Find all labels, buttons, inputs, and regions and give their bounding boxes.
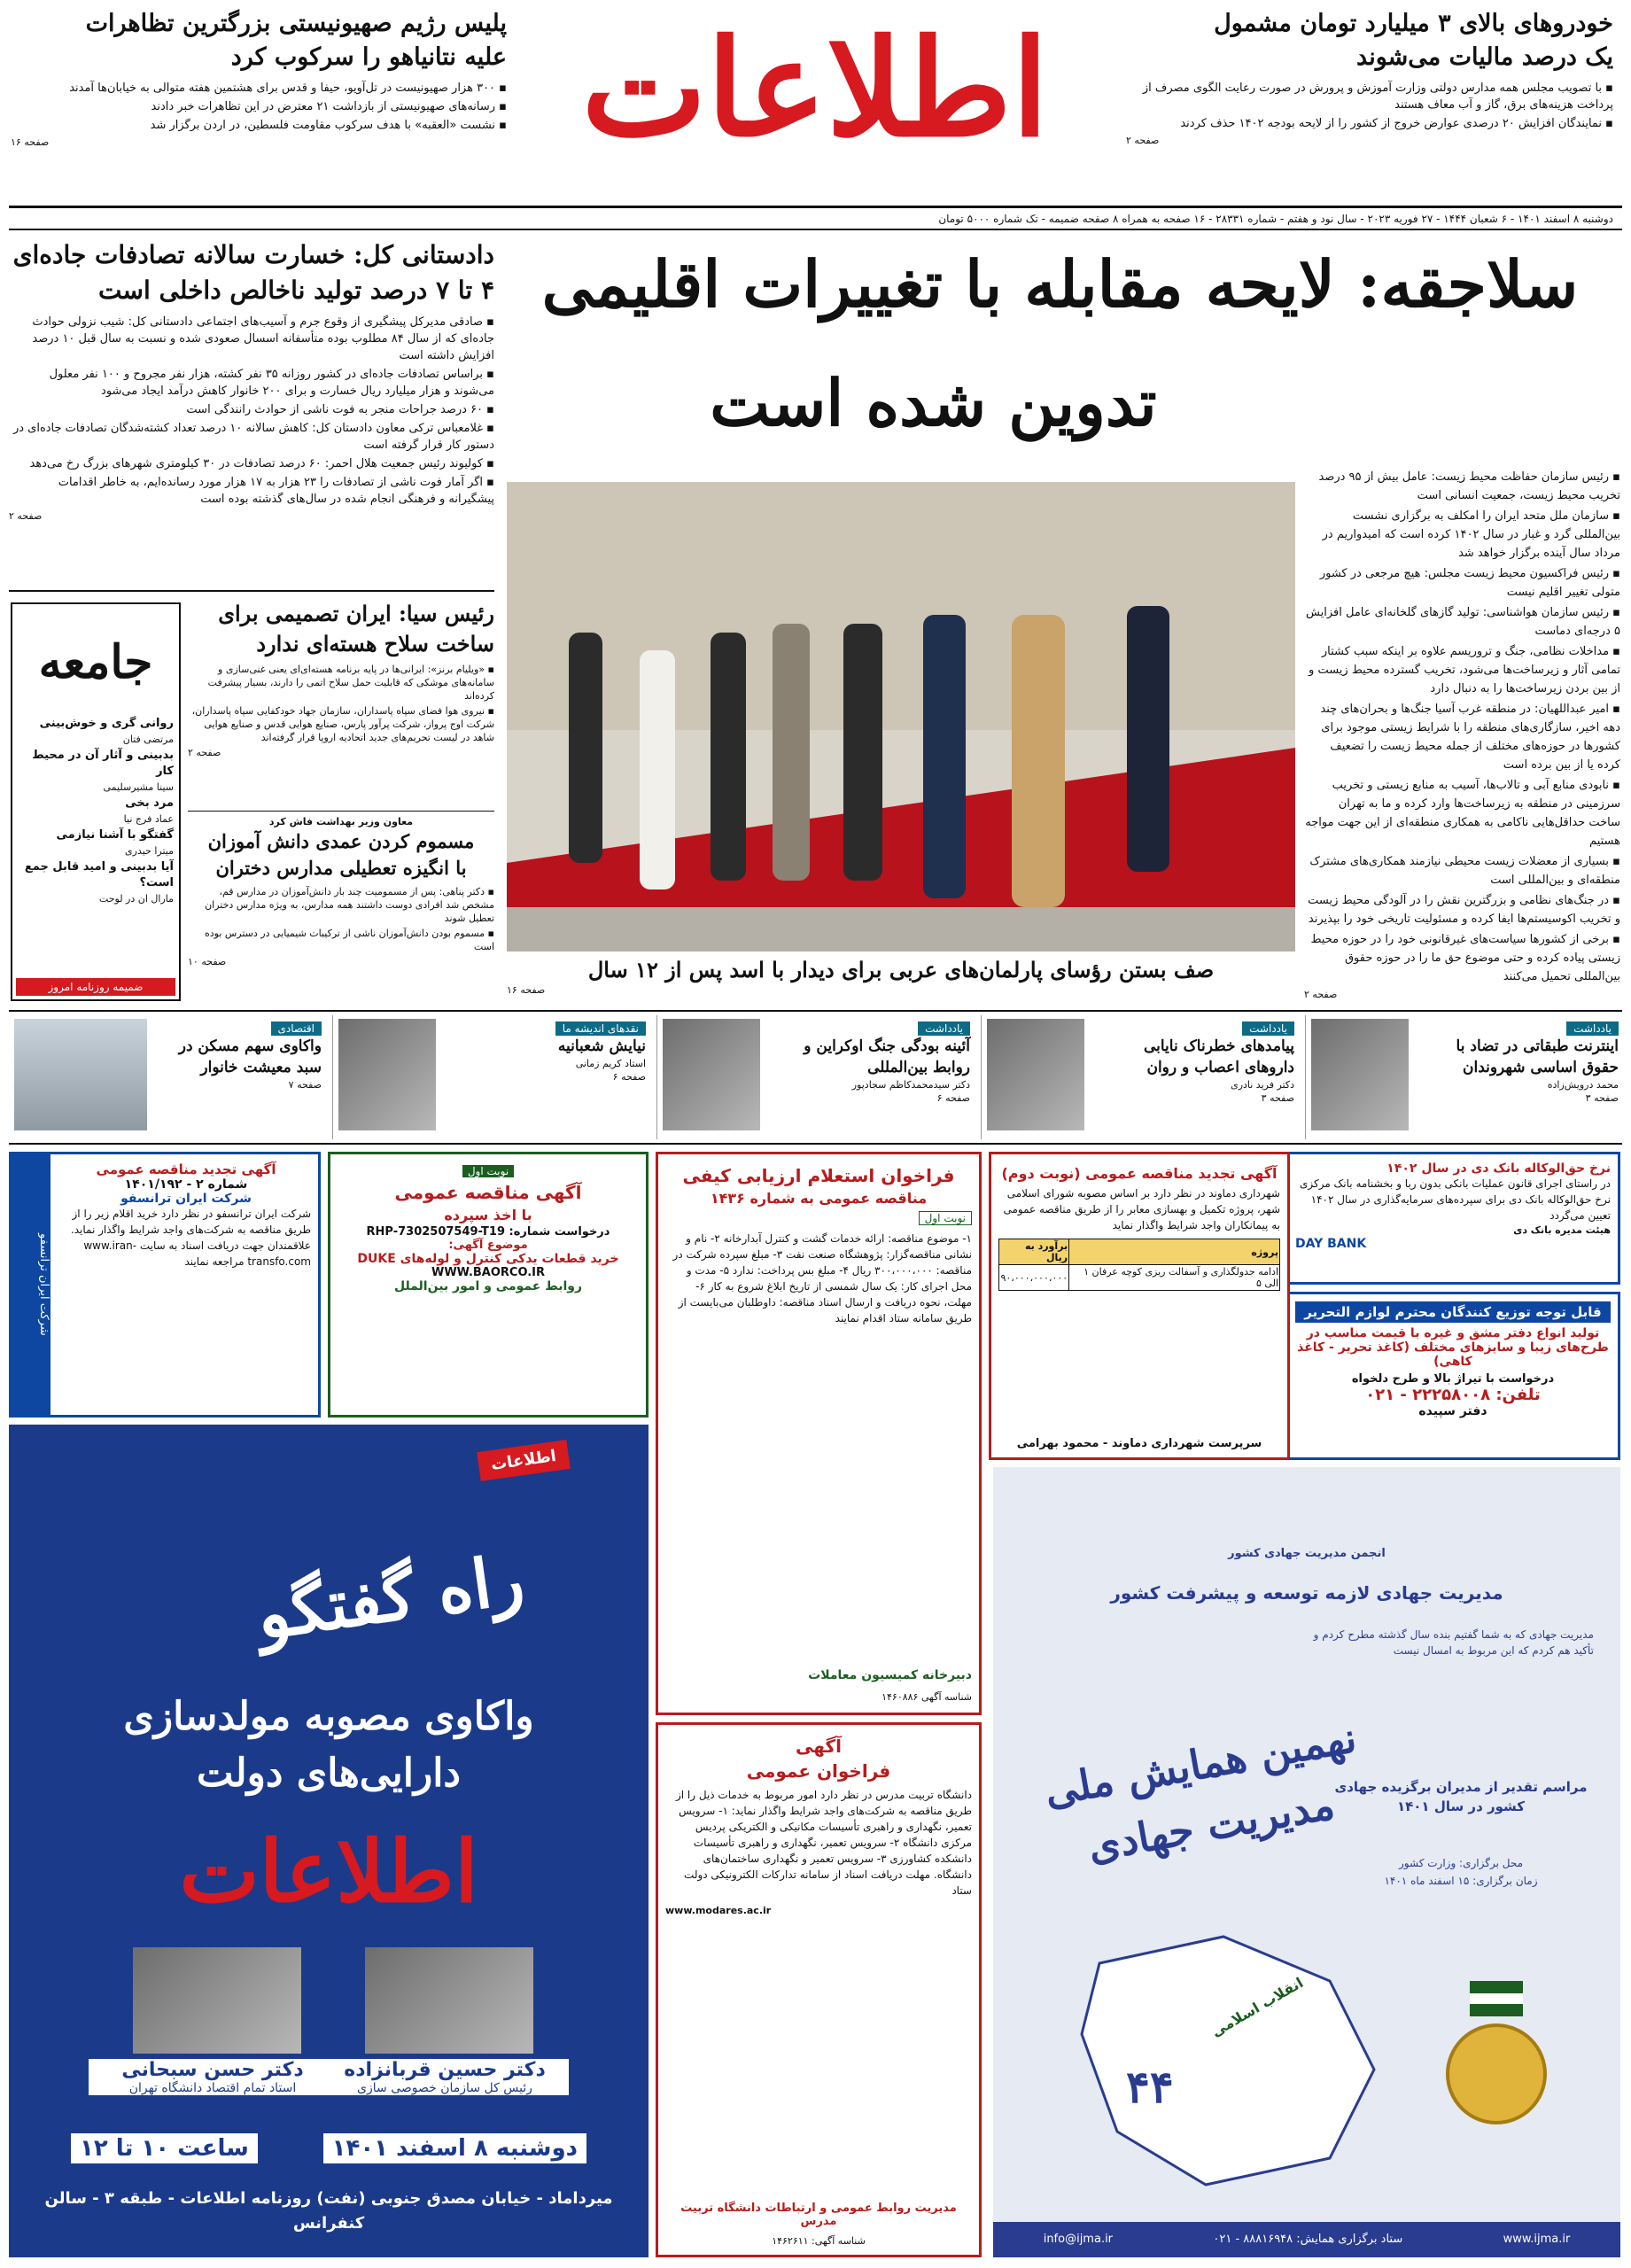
ad-badge: نوبت اول <box>919 1211 972 1225</box>
story-kicker: معاون وزیر بهداشت فاش کرد <box>268 816 414 827</box>
speaker1-photo <box>365 1947 533 2054</box>
story-headline-1: رئیس سیا: ایران تصمیمی برای <box>218 601 494 626</box>
damavand-tender-ad <box>989 1152 1290 1460</box>
list-item: ▪ صادقی مدیرکل پیشگیری از وقوع جرم و آسیب‌های اجتماعی دادستانی کل: شیب نزولی حوادث جاده‌ای که از سال ۸۴ مطلوب بوده متأسفانه اسسال صعودی شده و نسبت به سال قبل ۱۰ درصد افزایش داشته است <box>9 314 494 364</box>
masthead-right-story <box>1126 7 1613 202</box>
page-ref: صفحه ۷ <box>288 1079 322 1091</box>
lead-headline-2: تدوین شده است <box>710 365 1157 440</box>
page-ref: صفحه ۲ <box>1126 135 1160 146</box>
teaser-kicker: یادداشت <box>1566 1021 1619 1036</box>
iran-map-icon <box>1064 1928 1401 2194</box>
ad-site: www.modares.ac.ir <box>665 1905 772 1916</box>
teaser-title: واکاوی سهم مسکن در سبد معیشت خانوار <box>178 1037 322 1076</box>
list-item: ▪ «ویلیام برنز»: ایرانی‌ها در پایه برنامه هسته‌ای‌ای یعنی غنی‌سازی و سامانه‌های موشکی که قابلیت حمل سلاح اتمی را دارند، بسیار پیشرفت کرده‌اند <box>188 663 494 703</box>
side-label: شرکت ایران ترانسفو <box>37 1233 50 1336</box>
author-photo <box>987 1019 1084 1130</box>
masthead-right-headline-2: یک درصد مالیات می‌شوند <box>1356 43 1613 71</box>
poster-topic-1: واکاوی مصوبه مولدسازی <box>123 1694 534 1739</box>
ad-sub: فراخوان عمومی <box>746 1760 891 1782</box>
list-item: ▪ نابودی منابع آبی و تالاب‌ها، آسیب به منابع زیستی و تخریب سرزمینی در منطقه به زیرساخت‌ها وارد کرده و ما به تهران ساخت حداقل‌هایی ناکامی به همکاری منطقه‌ای از این جهت مواجه هستیم <box>1304 776 1620 850</box>
ad-sub: مناقصه عمومی به شماره ۱۴۳۶ <box>710 1190 928 1207</box>
ad-title: آگهی تجدید مناقصه عمومی <box>96 1161 276 1177</box>
lead-bullets <box>1304 468 1620 986</box>
jameh-logo: جامعه <box>38 635 153 689</box>
divider <box>9 206 1622 208</box>
table-header: برآورد به ریال <box>999 1239 1069 1265</box>
poisoning-story <box>188 815 494 1003</box>
list-item: ▪ رسانه‌های صهیونیستی از بازداشت ۲۱ معترض در این تظاهرات خبر دادند <box>11 98 507 115</box>
ad-sub: با اخذ سپرده <box>444 1207 532 1223</box>
cia-story <box>188 599 494 812</box>
list-item: ▪ مداخلات نظامی، جنگ و تروریسم علاوه بر اینکه سبب کشتار تمامی آثار و زیرساخت‌ها می‌شود، تخریب گسترده محیط زیست و از بین بردن زیرساخت‌ها را به دنبال دارد <box>1304 642 1620 698</box>
list-item: ▪ اگر آمار فوت ناشی از تصادفات را ۲۳ هزار به ۱۷ هزار مورد رسانده‌ایم، به خاطر اقدامات پیشگیرانه و فرهنگی انجام شده در سال‌های گذشته بوده است <box>9 474 494 508</box>
modares-tender-ad <box>656 1722 982 2257</box>
ad-sign: مدیریت روابط عمومی و ارتباطات دانشگاه تربیت مدرس <box>680 2202 957 2228</box>
bank-logo: DAY BANK <box>1295 1237 1367 1251</box>
author-photo <box>663 1019 760 1130</box>
poster-brand: راه گفتگو <box>252 1539 529 1655</box>
speaker1 <box>321 2059 569 2095</box>
list-item: ▪ رئیس فراکسیون محیط زیست مجلس: هیچ مرجعی در کشور متولی تغییر اقلیم نیست <box>1304 564 1620 602</box>
page-ref: صفحه ۶ <box>612 1071 646 1083</box>
ad-title: آگهی مناقصه عمومی <box>394 1182 582 1203</box>
list-item: ▪ غلامعباس ترکی معاون دادستان کل: کاهش سالانه ۱۰ درصد تعداد کشته‌شدگان تصادفات جاده‌ای در دستور کار قرار گرفته است <box>9 420 494 454</box>
conference-quote: مدیریت جهادی که به شما گفتیم بنده سال گذشته مطرح کردم و تأکید هم کردم که این مربوط به امسال نیست <box>1313 1628 1594 1657</box>
conference-ceremony: مراسم تقدیر از مدیران برگزیده جهادی کشور در سال ۱۴۰۱ <box>1334 1779 1588 1814</box>
list-item: ▪ نشست «العقبه» با هدف سرکوب مقاومت فلسطین، در اردن برگزار شد <box>11 117 507 134</box>
masthead-left-bullets <box>11 80 507 134</box>
masthead-left-headline-2: علیه نتانیاهو را سرکوب کرد <box>230 43 507 71</box>
speaker-name: دکتر حسین قربانزاده <box>344 2059 546 2081</box>
masthead-left-story <box>11 7 507 202</box>
poster-time: ساعت ۱۰ تا ۱۲ <box>71 2133 258 2163</box>
list-item: ▪ رئیس سازمان هواشناسی: تولید گازهای گلخانه‌ای عامل افزایش ۵ درجه‌ای دماست <box>1304 603 1620 641</box>
teaser-title: اینترنت طبقاتی در تضاد با حقوق اساسی شهروندان <box>1456 1037 1619 1076</box>
divider <box>9 229 1622 230</box>
ad-title: نرخ حق‌الوکاله بانک دی در سال ۱۴۰۲ <box>1386 1161 1611 1176</box>
conference-org: انجمن مدیریت جهادی کشور <box>1228 1547 1386 1560</box>
ad-body: شهرداری دماوند در نظر دارد بر اساس مصوبه شورای اسلامی شهر، پروژه تکمیل و بهسازی معابر را از طریق مناقصه عمومی به پیمانکاران واجد شرایط واگذار نماید <box>1003 1187 1280 1231</box>
jameh-supplement-box <box>11 602 181 1001</box>
page-ref: صفحه ۳ <box>1585 1092 1619 1104</box>
ad-sub: درخواست با تیراژ بالا و طرح دلخواه <box>1351 1372 1555 1386</box>
tender-table <box>998 1239 1280 1291</box>
list-item: ▪ ۶۰ درصد جراحات منجر به فوت ناشی از حوادث رانندگی است <box>9 401 494 418</box>
stationery-ad <box>1285 1292 1620 1460</box>
ad-request: درخواست شماره: RHP-7302507549-T19 <box>366 1225 610 1239</box>
page-ref: صفحه ۶ <box>936 1092 970 1104</box>
ad-number: شماره ۲ - ۱۴۰۱/۱۹۲ <box>124 1177 248 1192</box>
ad-title: فراخوان استعلام ارزیابی کیفی <box>682 1165 955 1186</box>
lead-bullets-column <box>1304 468 1620 1003</box>
list-item: ▪ بسیاری از معضلات زیست محیطی نیازمند همکاری‌های مشترک منطقه‌ای و بین‌المللی است <box>1304 852 1620 889</box>
teaser-author: محمد درویش‌زاده <box>1547 1079 1619 1091</box>
ad-company: شرکت ایران ترانسفو <box>120 1192 252 1206</box>
masthead-right-bullets <box>1126 80 1613 132</box>
conference-date: زمان برگزاری: ۱۵ اسفند ماه ۱۴۰۱ <box>1384 1875 1538 1887</box>
page-ref: صفحه ۳ <box>1261 1092 1294 1104</box>
jihadi-conference-poster <box>993 1467 1620 2257</box>
page-ref: صفحه ۲ <box>1304 989 1338 1000</box>
page-ref: صفحه ۱۰ <box>188 956 227 967</box>
teaser-item[interactable] <box>656 1015 974 1139</box>
speaker2-photo <box>133 1947 301 2054</box>
story-headline-2: ساخت سلاح هسته‌ای ندارد <box>256 631 494 656</box>
list-item: آیا بدبینی و امید قابل جمع است؟ مارال ان در لوحت <box>24 860 174 905</box>
ad-title: آگهی تجدید مناقصه عمومی (نوبت دوم) <box>1001 1165 1278 1182</box>
page-ref: صفحه ۲ <box>9 510 43 522</box>
ad-subject: موضوع آگهی: <box>448 1239 528 1252</box>
speaker2 <box>89 2059 337 2095</box>
quality-inquiry-ad <box>656 1152 982 1715</box>
ad-title: قابل توجه توزیع کنندگان محترم لوازم التحریر <box>1295 1301 1611 1323</box>
teaser-author: دکتر فرید نادری <box>1231 1079 1294 1091</box>
teaser-author: استاد کریم زمانی <box>575 1058 646 1069</box>
teaser-title: پیامدهای خطرناک نایابی داروهای اعصاب و روان <box>1143 1037 1294 1076</box>
story-headline-2: ۴ تا ۷ درصد تولید ناخالص داخلی است <box>98 276 494 305</box>
list-item: ▪ نیروی هوا فضای سپاه پاسداران، سازمان جهاد خودکفایی سپاه پاسداران، شرکت اوج پرواز، شرکت پرآور پارس، صنایع هوایی قدس و صنایع هوایی شاهد در لیست تحریم‌های جدید اتحادیه اروپا قرار گرفته‌اند <box>188 704 494 744</box>
teaser-item[interactable] <box>332 1015 649 1139</box>
photo-illustration <box>507 482 1295 951</box>
ad-brand: دفتر سپیده <box>1418 1404 1487 1418</box>
story-headline-1: مسموم کردن عمدی دانش آموزان <box>207 830 475 852</box>
newspaper-logo <box>523 0 1107 195</box>
ad-body: ۱- موضوع مناقصه: ارائه خدمات گشت و کنترل آبدارخانه ۲- نام و نشانی مناقصه‌گزار: پژوهشگاه صنعت نفت ۳- مبلغ سپرده شرکت در مناقصه: ۳۰۰،۰۰۰،۰۰۰ ریال ۴- مبلغ بس پرداخت: ندارد ۵- مدت و محل اجرای کار: یک سال شمسی از تاریخ ابلاغ شروع به کار ۶- مهلت، نحوه دریافت و ارسال اسناد مناقصه: داوطلبان می‌بایست از طریق سامانه ستاد اقدام نمایند <box>672 1232 972 1324</box>
list-item: ▪ کولیوند رئیس جمعیت هلال احمر: ۶۰ درصد تصادفات در ۳۰ کیلومتری شهرهای بزرگ رخ می‌دهد <box>9 455 494 472</box>
ad-web: WWW.BAORCO.IR <box>431 1266 546 1279</box>
teaser-title: نیایش شعبانیه <box>557 1037 646 1055</box>
list-item: ▪ براساس تصادفات جاده‌ای در کشور روزانه ۳۵ نفر کشته، هزار نفر مجروح و ۱۰۰ نفر معلول می‌شوند و هزار میلیارد ریال خسارت و برای ۲۰۰ خانوار کاهش درآمد ایجاد می‌شود <box>9 366 494 400</box>
city-photo <box>14 1019 147 1130</box>
rah-goftogoo-poster <box>9 1425 649 2257</box>
list-item: ▪ رئیس سازمان حفاظت محیط زیست: عامل بیش از ۹۵ درصد تخریب محیط زیست، جمعیت انسانی است <box>1304 468 1620 505</box>
list-item: ▪ ۳۰۰ هزار صهیونیست در تل‌آویو، حیفا و قدس برای هشتمین هفته متوالی به خیابان‌ها آمدند <box>11 80 507 97</box>
list-item: ▪ مسموم بودن دانش‌آموزان ناشی از ترکیبات شیمیایی در دسترس بوده است <box>188 927 494 953</box>
story-bullets <box>9 314 494 508</box>
poster-topic-2: دارایی‌های دولت <box>196 1751 462 1796</box>
conference-years: ۴۴ <box>1126 2061 1174 2113</box>
lead-headline-1: سلاجقه: لایحه مقابله با تغییرات اقلیمی <box>541 246 1579 322</box>
list-item: ▪ برخی از کشورها سیاست‌های غیرقانونی خود را در حوزه محیط زیستی پیاده کرده و حتی موضوع حق ما را در حوزه حقوق بین‌المللی تحمیل می‌کنند <box>1304 930 1620 986</box>
transfo-side-banner <box>12 1154 50 1415</box>
gold-medal-icon <box>1443 1981 1549 2132</box>
speaker-role: رئیس کل سازمان خصوصی سازی <box>357 2081 532 2095</box>
conference-title: نهمین همایش ملی مدیریت جهادی <box>1040 1713 1360 1871</box>
masthead-left-headline-1: پلیس رژیم صهیونیستی بزرگترین تظاهرات <box>85 10 507 37</box>
teaser-kicker: اقتصادی <box>271 1021 322 1036</box>
ad-code: شناسه آگهی ۱۴۶۰۸۸۶ <box>882 1691 972 1703</box>
story-bullets <box>188 885 494 953</box>
list-item: ▪ نمایندگان افزایش ۲۰ درصدی عوارض خروج از کشور را از لایحه بودجه ۱۴۰۲ حذف کردند <box>1126 115 1613 132</box>
story-bullets <box>188 663 494 744</box>
ad-code: شناسه آگهی: ۱۴۶۲۶۱۱ <box>772 2235 866 2247</box>
teaser-item[interactable] <box>1305 1015 1622 1139</box>
teaser-kicker: یادداشت <box>918 1021 970 1036</box>
conference-emblem: انقلاب اسلامی <box>1208 1974 1307 2040</box>
road-accidents-story <box>9 237 494 592</box>
conference-header: مدیریت جهادی لازمه توسعه و پیشرفت کشور <box>1110 1582 1503 1604</box>
table-row: ادامه جدولگذاری و آسفالت ریزی کوچه عرفان ۱ الی ۵ ۹۰،۰۰۰،۰۰۰،۰۰۰ <box>1000 1266 1278 1289</box>
list-item: ▪ با تصویب مجلس همه مدارس دولتی وزارت آموزش و پرورش در صورت رعایت الگوی مصرف از پرداخت هزینه‌های برق، گاز و آب معاف هستند <box>1126 80 1613 113</box>
conference-phone: ستاد برگزاری همایش: ۸۸۸۱۶۹۴۸ - ۰۲۱ <box>1213 2233 1403 2246</box>
list-item: گفتگو با آشنا نیازمی میترا حیدری <box>56 828 174 857</box>
list-item: مرد بخی عماد فرج نیا <box>123 796 174 825</box>
page-ref: صفحه ۱۶ <box>11 136 50 148</box>
iran-transfo-ad <box>9 1152 321 1418</box>
poster-date: دوشنبه ۸ اسفند ۱۴۰۱ <box>323 2133 586 2163</box>
page-ref: صفحه ۲ <box>188 747 221 758</box>
teaser-kicker: یادداشت <box>1242 1021 1294 1036</box>
list-item: بدبینی و آثار آن در محیط کار سینا مشیرسلیمی <box>32 749 174 793</box>
list-item: ▪ دکتر پناهی: پس از مسمومیت چند بار دانش‌آموزان در مدارس قم، مشخص شد افرادی دوست داشتند همه مدارس، به ویژه مدارس دختران تعطیل شوند <box>188 885 494 925</box>
list-item: ▪ امیر عبداللهیان: در منطقه غرب آسیا جنگ‌ها و بحران‌های چند دهه اخیر، سازگاری‌های منطقه را با شرایط زیستی موجود برای کشورها در حوزه‌های مختلف از جمله محیط زیست را تضعیف کرده یا از بین برده است <box>1304 700 1620 774</box>
ad-sign: دبیرخانه کمیسیون معاملات <box>808 1668 972 1682</box>
teaser-author: دکتر سیدمحمدکاظم سجادپور <box>851 1079 970 1091</box>
poster-ribbon: اطلاعات <box>477 1440 571 1481</box>
dateline: دوشنبه ۸ اسفند ۱۴۰۱ - ۶ شعبان ۱۴۴۴ - ۲۷ فوریه ۲۰۲۳ - سال نود و هفتم - شماره ۲۸۳۳۱ - ۱۶ صفحه به همراه ۸ صفحه ضمیمه - تک شماره ۵۰۰۰ تومان <box>938 213 1613 225</box>
logo-text: اطلاعات <box>581 11 1049 167</box>
conference-place: محل برگزاری: وزارت کشور <box>1399 1857 1523 1869</box>
ad-body: شرکت ایران ترانسفو در نظر دارد خرید اقلام زیر را از طریق مناقصه به شرکت‌های واجد شرایط واگذار نماید. علاقمندان جهت دریافت اسناد به سایت www.iran-transfo.com مراجعه نمایند <box>70 1208 311 1268</box>
list-item: ▪ در جنگ‌های نظامی و بزرگترین نقش را در آلودگی محیط زیست و تخریب اکوسیستم‌ها ایفا کرده و مسئولیت تاریخی خود را بپذیرند <box>1304 891 1620 928</box>
ad-body: در راستای اجرای قانون عملیات بانکی بدون ربا و بخشنامه بانک مرکزی نرخ حق‌الوکاله بانک دی برای سپرده‌های سرمایه‌گذاری در سال ۱۴۰۲ تعیین می‌گردد <box>1299 1177 1611 1222</box>
ad-phone: تلفن: ۲۲۲۵۸۰۰۸ - ۰۲۱ <box>1365 1386 1541 1404</box>
divider <box>9 1143 1622 1145</box>
story-headline-1: دادستانی کل: خسارت سالانه تصادفات جاده‌ای <box>12 240 494 269</box>
ad-sign: سرپرست شهرداری دماوند - محمود بهرامی <box>1016 1437 1262 1450</box>
ad-sign: روابط عمومی و امور بین‌الملل <box>393 1279 583 1293</box>
table-header: پروژه <box>1069 1239 1280 1265</box>
ad-sign: هیئت مدیره بانک دی <box>1513 1224 1611 1236</box>
ad-title: آگهی <box>796 1736 842 1757</box>
conference-footer <box>993 2222 1620 2257</box>
ad-body: تولید انواع دفتر مشق و غیره با قیمت مناسب در طرح‌های زیبا و سایزهای مختلف (کاغذ تحریر - کاغذ کاهی) <box>1297 1326 1609 1369</box>
supplement-banner: ضمیمه روزنامه امروز <box>16 978 175 996</box>
duke-tender-ad <box>328 1152 649 1418</box>
teaser-kicker: نقدهای اندیشه ما <box>555 1021 646 1036</box>
bank-day-ad <box>1285 1152 1620 1285</box>
jameh-items <box>18 716 174 907</box>
list-item: روانی گری و خوش‌بینی مرتضی فتان <box>39 717 174 745</box>
ad-item: خرید قطعات یدکی کنترل و لوله‌های DUKE <box>357 1252 619 1266</box>
ad-badge: نوبت اول <box>462 1165 514 1177</box>
story-headline-2: با انگیزه تعطیلی مدارس دختران <box>215 857 467 879</box>
author-photo <box>338 1019 436 1130</box>
teaser-title: آئینه بودگی جنگ اوکراین و روابط بین‌المللی <box>804 1037 970 1076</box>
author-photo <box>1311 1019 1409 1130</box>
lead-photo <box>507 482 1295 951</box>
list-item: ▪ سازمان ملل متحد ایران را امکلف به برگزاری نشست بین‌المللی گرد و غبار در سال ۱۴۰۲ کرده است که امیدواریم در مرداد سال آینده برگزار خواهد شد <box>1304 507 1620 563</box>
poster-logo: اطلاعات <box>179 1821 478 1922</box>
teaser-item[interactable] <box>981 1015 1298 1139</box>
conference-email[interactable]: info@ijma.ir <box>1043 2233 1114 2246</box>
teaser-item[interactable] <box>9 1015 325 1139</box>
conference-web[interactable]: www.ijma.ir <box>1503 2233 1571 2246</box>
poster-address: میرداماد - خیابان مصدق جنوبی (نفت) روزنامه اطلاعات - طبقه ۳ - سالن کنفرانس <box>44 2189 613 2233</box>
divider <box>9 1010 1622 1012</box>
page-ref: صفحه ۱۶ <box>507 984 546 996</box>
masthead-right-headline-1: خودروهای بالای ۳ میلیارد تومان مشمول <box>1214 10 1613 37</box>
ad-body: دانشگاه تربیت مدرس در نظر دارد امور مربوط به خدمات ذیل را از طریق مناقصه به شرکت‌های واجد شرایط واگذار نماید: ۱- سرویس تعمیر، نگهداری و راهبری تأسیسات مکانیکی و الکتریکی پردیس مرکزی دانشگاه ۲- سرویس تعمیر، نگهداری و راهبری تأسیسات دانشکده کشاورزی ۳- سرویس تعمیر و نگهداری ساختمان‌های دانشگاه. مهلت دریافت اسناد از سامانه تدارکات الکترونیکی دولت ستاد <box>675 1789 972 1897</box>
speaker-role: استاد تمام اقتصاد دانشگاه تهران <box>128 2081 297 2095</box>
photo-caption: صف بستن رؤسای پارلمان‌های عربی برای دیدار با اسد پس از ۱۲ سال <box>587 957 1215 983</box>
teaser-strip <box>9 1015 1622 1139</box>
speaker-name: دکتر حسن سبحانی <box>121 2059 304 2081</box>
